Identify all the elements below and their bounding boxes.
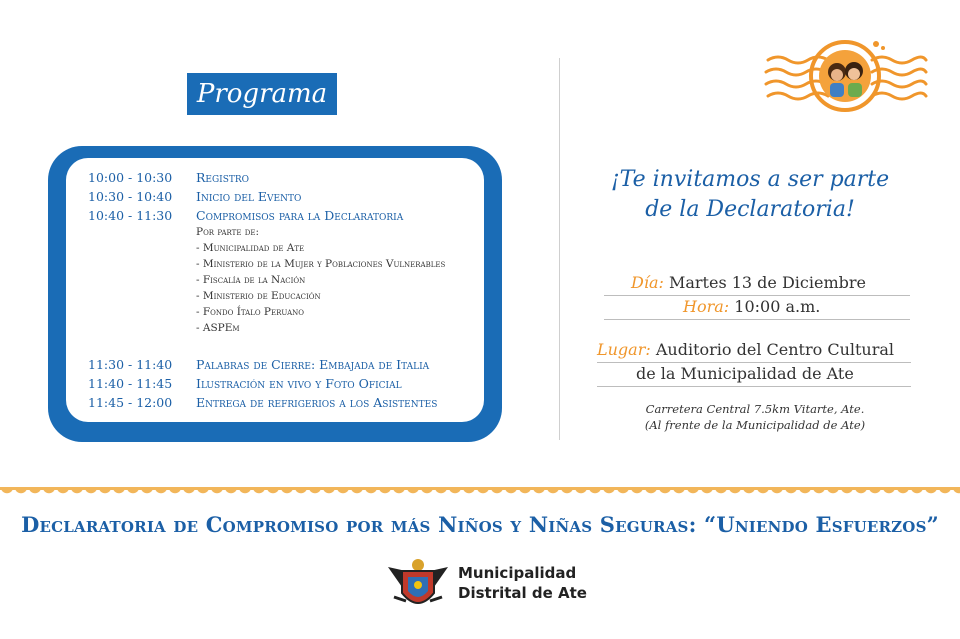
por-parte-heading: Por parte de: xyxy=(196,226,260,238)
vertical-divider xyxy=(559,58,560,440)
address-line-1: Carretera Central 7.5km Vitarte, Ate. xyxy=(645,402,865,416)
dia-label: Día: xyxy=(631,273,664,292)
schedule-time: 10:00 - 10:30 xyxy=(88,170,173,185)
schedule-time: 10:30 - 10:40 xyxy=(88,189,173,204)
invite-line-2: de la Declaratoria! xyxy=(645,197,855,222)
underline xyxy=(597,386,911,387)
schedule-time: 11:40 - 11:45 xyxy=(88,376,173,391)
participant-item: - Municipalidad de Ate xyxy=(196,242,305,254)
schedule-item: Palabras de Cierre: Embajada de Italia xyxy=(196,357,430,372)
scalloped-border xyxy=(0,487,960,501)
hora-label: Hora: xyxy=(683,297,730,316)
invite-line-1: ¡Te invitamos a ser parte xyxy=(610,167,890,192)
schedule-time: 11:30 - 11:40 xyxy=(88,357,173,372)
schedule-item: Inicio del Evento xyxy=(196,189,302,204)
schedule-time: 10:40 - 11:30 xyxy=(88,208,173,223)
dia-value: Martes 13 de Diciembre xyxy=(668,273,866,292)
lugar-value-2: de la Municipalidad de Ate xyxy=(636,364,854,383)
schedule-time: 11:45 - 12:00 xyxy=(88,395,173,410)
hora-row xyxy=(683,297,820,316)
underline xyxy=(604,319,910,320)
stamp-illustration xyxy=(760,38,930,114)
schedule-item: Entrega de refrigerios a los Asistentes xyxy=(196,395,438,410)
underline xyxy=(597,362,911,363)
underline xyxy=(604,295,910,296)
muni-name-line-1: Municipalidad xyxy=(458,564,577,582)
lugar-value: Auditorio del Centro Cultural xyxy=(655,340,895,359)
participant-item: - Ministerio de la Mujer y Poblaciones Vulnerables xyxy=(196,258,446,270)
event-title: Declaratoria de Compromiso por más Niños y Niñas Seguras: “Uniendo Esfuerzos” xyxy=(21,512,939,537)
coat-of-arms-icon xyxy=(386,557,450,615)
lugar-row xyxy=(597,340,894,359)
programa-label: Programa xyxy=(187,73,337,115)
participant-item: - Fiscalía de la Nación xyxy=(196,274,306,286)
hora-value: 10:00 a.m. xyxy=(734,297,821,316)
schedule-item: Compromisos para la Declaratoria xyxy=(196,208,404,223)
muni-name-line-2: Distrital de Ate xyxy=(458,584,587,602)
participant-item: - ASPEm xyxy=(196,322,240,334)
schedule-item: Ilustración en vivo y Foto Oficial xyxy=(196,376,402,391)
schedule-item: Registro xyxy=(196,170,250,185)
address-line-2: (Al frente de la Municipalidad de Ate) xyxy=(644,418,866,432)
participant-item: - Fondo Ítalo Peruano xyxy=(196,306,304,318)
participant-item: - Ministerio de Educación xyxy=(196,290,321,302)
lugar-label: Lugar: xyxy=(597,340,651,359)
dia-row xyxy=(631,273,866,292)
